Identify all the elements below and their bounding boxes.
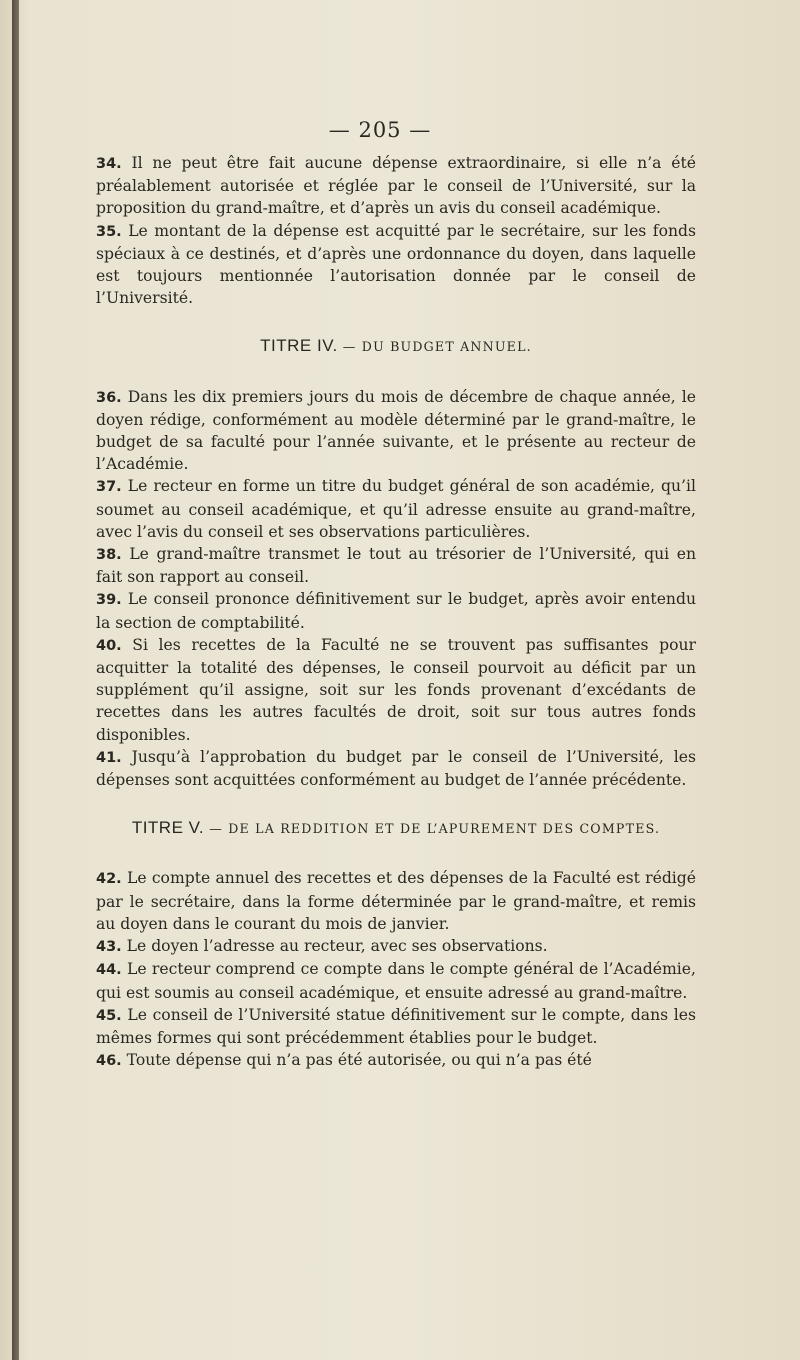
article-text: Le montant de la dépense est acquitté par le secrétaire, sur les fonds spéciaux à ce destinés, et d’après une ordonnance du doyen, dans laquelle est toujours mentionnée l’autorisation donnée par le conseil de l’Université.	[96, 221, 696, 308]
article-number: 35.	[96, 223, 122, 240]
article-text: Jusqu’à l’approbation du budget par le conseil de l’Université, les dépenses sont acquittées conformément au budget de l’année précédente.	[96, 747, 696, 790]
article-number: 38.	[96, 547, 122, 564]
article-34	[96, 152, 696, 220]
article-text: Dans les dix premiers jours du mois de décembre de chaque année, le doyen rédige, conformément au modèle déterminé par le grand-maître, le budget de sa faculté pour l’année suivante, et le présente au recteur de l’Académie.	[96, 387, 696, 474]
section-title-label: TITRE IV.	[260, 336, 338, 356]
article-40	[96, 634, 696, 746]
section-title-iv	[96, 335, 696, 358]
article-46	[96, 1049, 696, 1072]
article-number: 41.	[96, 749, 122, 766]
article-41	[96, 746, 696, 791]
section-title-subtitle: — DU BUDGET ANNUEL.	[342, 339, 532, 355]
section-title-v	[96, 817, 696, 840]
article-text: Toute dépense qui n’a pas été autorisée, ou qui n’a pas été	[126, 1051, 592, 1070]
article-number: 42.	[96, 871, 122, 888]
article-37	[96, 475, 696, 543]
article-36	[96, 386, 696, 476]
article-text: Le doyen l’adresse au recteur, avec ses observations.	[126, 937, 548, 956]
article-45	[96, 1004, 696, 1049]
article-number: 34.	[96, 156, 122, 172]
article-text: Il ne peut être fait aucune dépense extraordinaire, si elle n’a été préalablement autorisée et réglée par le conseil de l’Université, sur la proposition du grand-maître, et d’après un avis du conseil académique.	[96, 154, 696, 218]
article-text: Le compte annuel des recettes et des dépenses de la Faculté est rédigé par le secrétaire, dans la forme déterminée par le grand-maître, et remis au doyen dans le courant du mois de janvier.	[96, 869, 696, 933]
article-number: 44.	[96, 962, 122, 979]
article-text: Le recteur comprend ce compte dans le compte général de l’Académie, qui est soumis au conseil académique, et ensuite adressé au grand-maître.	[96, 960, 696, 1002]
article-number: 46.	[96, 1053, 122, 1070]
article-text: Le recteur en forme un titre du budget général de son académie, qu’il soumet au conseil académique, et qu’il adresse ensuite au grand-maître, avec l’avis du conseil et ses observations particulières.	[96, 477, 696, 541]
article-number: 39.	[96, 592, 122, 609]
article-text: Si les recettes de la Faculté ne se trouvent pas suffisantes pour acquitter la totalité des dépenses, le conseil pourvoit au déficit par un supplément qu’il assigne, soit sur les fonds provenant d’excédants de recettes dans les autres facultés de droit, soit sur tous autres fonds disponibles.	[96, 635, 696, 744]
article-44	[96, 958, 696, 1003]
article-number: 45.	[96, 1007, 122, 1024]
section-title-subtitle: — DE LA REDDITION ET DE L’APUREMENT DES COMPTES.	[209, 821, 661, 837]
article-38	[96, 543, 696, 588]
section-title-label: TITRE V.	[131, 818, 205, 838]
article-42	[96, 867, 696, 935]
article-35	[96, 220, 696, 310]
article-number: 40.	[96, 637, 122, 654]
page-binding-edge	[12, 0, 19, 1360]
article-43	[96, 935, 696, 958]
page-number: — 205 —	[328, 118, 432, 142]
article-39	[96, 588, 696, 633]
page-body	[96, 152, 696, 1072]
article-text: Le conseil prononce définitivement sur le budget, après avoir entendu la section de comptabilité.	[96, 590, 696, 632]
article-text: Le conseil de l’Université statue définitivement sur le compte, dans les mêmes formes qui sont précédemment établies pour le budget.	[96, 1005, 696, 1047]
article-text: Le grand-maître transmet le tout au trésorier de l’Université, qui en fait son rapport au conseil.	[96, 545, 696, 587]
article-number: 43.	[96, 939, 122, 956]
article-number: 37.	[96, 479, 122, 496]
article-number: 36.	[96, 389, 122, 406]
